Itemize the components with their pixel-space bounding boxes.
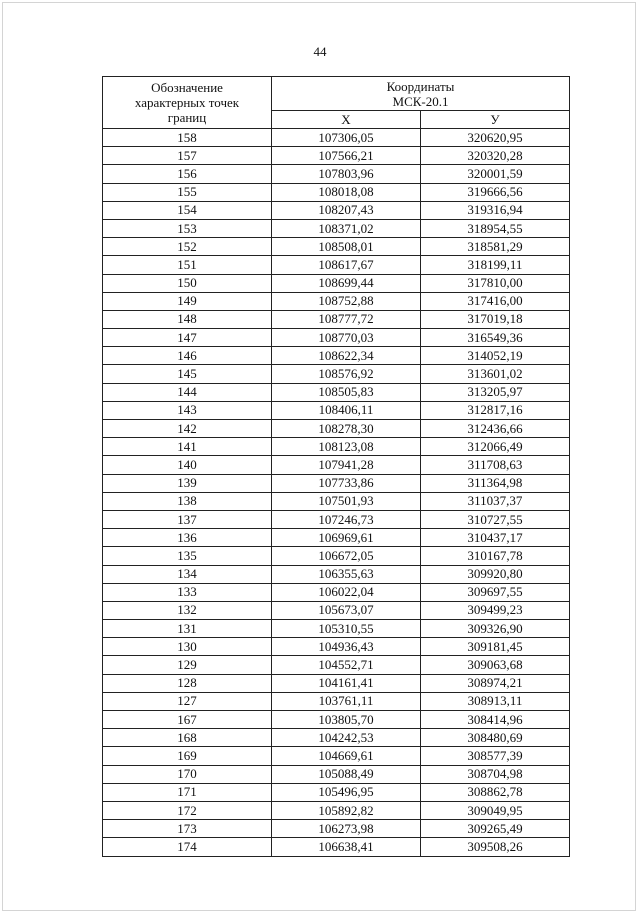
x-coordinate-cell: 107733,86 [272, 474, 421, 492]
point-cell: 154 [103, 201, 272, 219]
table-row [103, 165, 570, 183]
x-coordinate-cell: 104161,41 [272, 674, 421, 692]
table-row [103, 129, 570, 147]
table-row [103, 401, 570, 419]
y-coordinate-cell: 308704,98 [421, 765, 570, 783]
x-coordinate-cell: 108777,72 [272, 310, 421, 328]
point-cell: 173 [103, 820, 272, 838]
y-coordinate-cell: 318954,55 [421, 219, 570, 237]
x-coordinate-cell: 105310,55 [272, 620, 421, 638]
y-coordinate-cell: 309499,23 [421, 601, 570, 619]
y-coordinate-cell: 309265,49 [421, 820, 570, 838]
table-row [103, 492, 570, 510]
point-cell: 149 [103, 292, 272, 310]
table-row [103, 383, 570, 401]
x-coordinate-cell: 108123,08 [272, 438, 421, 456]
table-row [103, 711, 570, 729]
table-body [103, 129, 570, 857]
point-cell: 127 [103, 692, 272, 710]
header-row-top [103, 77, 570, 111]
y-coordinate-cell: 310437,17 [421, 529, 570, 547]
x-coordinate-cell: 106022,04 [272, 583, 421, 601]
point-cell: 129 [103, 656, 272, 674]
point-cell: 157 [103, 147, 272, 165]
point-cell: 174 [103, 838, 272, 856]
point-cell: 141 [103, 438, 272, 456]
point-header-line: Обозначение [151, 80, 223, 95]
point-cell: 148 [103, 310, 272, 328]
y-coordinate-cell: 310727,55 [421, 510, 570, 528]
table-row [103, 310, 570, 328]
x-coordinate-cell: 107246,73 [272, 510, 421, 528]
x-coordinate-cell: 107501,93 [272, 492, 421, 510]
point-cell: 128 [103, 674, 272, 692]
y-coordinate-cell: 312436,66 [421, 420, 570, 438]
point-cell: 156 [103, 165, 272, 183]
point-cell: 144 [103, 383, 272, 401]
x-coordinate-cell: 108371,02 [272, 219, 421, 237]
x-coordinate-cell: 106355,63 [272, 565, 421, 583]
x-coordinate-cell: 108622,34 [272, 347, 421, 365]
table-row [103, 729, 570, 747]
y-coordinate-cell: 312817,16 [421, 401, 570, 419]
x-coordinate-cell: 108278,30 [272, 420, 421, 438]
y-coordinate-cell: 312066,49 [421, 438, 570, 456]
coordinates-group-header [272, 77, 570, 111]
table-row [103, 783, 570, 801]
point-cell: 152 [103, 238, 272, 256]
point-cell: 138 [103, 492, 272, 510]
y-coordinate-cell: 308577,39 [421, 747, 570, 765]
y-coordinate-cell: 309697,55 [421, 583, 570, 601]
x-coordinate-cell: 107566,21 [272, 147, 421, 165]
y-coordinate-cell: 309049,95 [421, 801, 570, 819]
table-row [103, 238, 570, 256]
x-coordinate-cell: 105496,95 [272, 783, 421, 801]
point-cell: 168 [103, 729, 272, 747]
x-coordinate-cell: 108207,43 [272, 201, 421, 219]
point-cell: 142 [103, 420, 272, 438]
x-coordinate-cell: 106638,41 [272, 838, 421, 856]
y-coordinate-cell: 317416,00 [421, 292, 570, 310]
table-row [103, 583, 570, 601]
table-row [103, 620, 570, 638]
table-row [103, 801, 570, 819]
y-coordinate-cell: 309063,68 [421, 656, 570, 674]
table-row [103, 329, 570, 347]
y-coordinate-cell: 318581,29 [421, 238, 570, 256]
table-row [103, 656, 570, 674]
y-coordinate-cell: 308862,78 [421, 783, 570, 801]
point-cell: 147 [103, 329, 272, 347]
x-coordinate-cell: 106273,98 [272, 820, 421, 838]
table-row [103, 219, 570, 237]
table-row [103, 601, 570, 619]
y-coordinate-cell: 309508,26 [421, 838, 570, 856]
x-coordinate-cell: 108699,44 [272, 274, 421, 292]
x-coordinate-cell: 104669,61 [272, 747, 421, 765]
point-column-header [103, 77, 272, 129]
y-coordinate-cell: 313205,97 [421, 383, 570, 401]
y-coordinate-cell: 308414,96 [421, 711, 570, 729]
table-row [103, 274, 570, 292]
point-cell: 133 [103, 583, 272, 601]
table-row [103, 456, 570, 474]
table-row [103, 765, 570, 783]
table-row [103, 820, 570, 838]
page-number: 44 [313, 44, 327, 59]
table-row [103, 565, 570, 583]
y-coordinate-cell: 308974,21 [421, 674, 570, 692]
y-coordinate-cell: 308480,69 [421, 729, 570, 747]
x-coordinate-cell: 104936,43 [272, 638, 421, 656]
x-coordinate-cell: 107306,05 [272, 129, 421, 147]
point-cell: 171 [103, 783, 272, 801]
table-row [103, 474, 570, 492]
y-coordinate-cell: 317810,00 [421, 274, 570, 292]
x-coordinate-cell: 107941,28 [272, 456, 421, 474]
y-coordinate-cell: 309326,90 [421, 620, 570, 638]
x-coordinate-cell: 106672,05 [272, 547, 421, 565]
y-coordinate-cell: 309181,45 [421, 638, 570, 656]
point-cell: 146 [103, 347, 272, 365]
x-coordinate-cell: 108576,92 [272, 365, 421, 383]
x-coordinate-cell: 103805,70 [272, 711, 421, 729]
y-coordinate-cell: 308913,11 [421, 692, 570, 710]
y-coordinate-cell: 318199,11 [421, 256, 570, 274]
point-cell: 158 [103, 129, 272, 147]
x-coordinate-cell: 108508,01 [272, 238, 421, 256]
table-row [103, 638, 570, 656]
point-cell: 153 [103, 219, 272, 237]
point-cell: 167 [103, 711, 272, 729]
y-column-header: У [421, 111, 570, 129]
table-row [103, 438, 570, 456]
y-coordinate-cell: 320001,59 [421, 165, 570, 183]
y-coordinate-cell: 313601,02 [421, 365, 570, 383]
y-coordinate-cell: 309920,80 [421, 565, 570, 583]
table-row [103, 692, 570, 710]
x-coordinate-cell: 108505,83 [272, 383, 421, 401]
coords-header-line: МСК-20.1 [392, 93, 449, 109]
x-coordinate-cell: 108752,88 [272, 292, 421, 310]
table-row [103, 747, 570, 765]
point-cell: 145 [103, 365, 272, 383]
table-row [103, 256, 570, 274]
point-cell: 140 [103, 456, 272, 474]
table-row [103, 420, 570, 438]
point-cell: 151 [103, 256, 272, 274]
x-coordinate-cell: 108770,03 [272, 329, 421, 347]
x-coordinate-cell: 108018,08 [272, 183, 421, 201]
y-coordinate-cell: 319666,56 [421, 183, 570, 201]
table-row [103, 365, 570, 383]
table-row [103, 147, 570, 165]
y-coordinate-cell: 310167,78 [421, 547, 570, 565]
x-coordinate-cell: 106969,61 [272, 529, 421, 547]
point-cell: 130 [103, 638, 272, 656]
point-cell: 136 [103, 529, 272, 547]
table-row [103, 183, 570, 201]
point-header-line: границ [167, 110, 207, 125]
point-cell: 131 [103, 620, 272, 638]
table-row [103, 547, 570, 565]
y-coordinate-cell: 320320,28 [421, 147, 570, 165]
point-cell: 139 [103, 474, 272, 492]
y-coordinate-cell: 311037,37 [421, 492, 570, 510]
y-coordinate-cell: 314052,19 [421, 347, 570, 365]
y-coordinate-cell: 320620,95 [421, 129, 570, 147]
y-coordinate-cell: 311364,98 [421, 474, 570, 492]
point-cell: 172 [103, 801, 272, 819]
table-row [103, 510, 570, 528]
point-cell: 143 [103, 401, 272, 419]
x-coordinate-cell: 108617,67 [272, 256, 421, 274]
y-coordinate-cell: 316549,36 [421, 329, 570, 347]
x-coordinate-cell: 107803,96 [272, 165, 421, 183]
x-coordinate-cell: 104242,53 [272, 729, 421, 747]
x-coordinate-cell: 103761,11 [272, 692, 421, 710]
coordinates-table [102, 76, 570, 857]
point-cell: 132 [103, 601, 272, 619]
point-cell: 135 [103, 547, 272, 565]
x-coordinate-cell: 105892,82 [272, 801, 421, 819]
table-row [103, 529, 570, 547]
x-column-header: X [272, 111, 421, 129]
point-cell: 134 [103, 565, 272, 583]
x-coordinate-cell: 105088,49 [272, 765, 421, 783]
x-coordinate-cell: 104552,71 [272, 656, 421, 674]
table-row [103, 674, 570, 692]
point-cell: 155 [103, 183, 272, 201]
y-coordinate-cell: 317019,18 [421, 310, 570, 328]
table-row [103, 201, 570, 219]
point-cell: 137 [103, 510, 272, 528]
table-header [103, 77, 570, 129]
point-cell: 169 [103, 747, 272, 765]
table-row [103, 292, 570, 310]
y-coordinate-cell: 311708,63 [421, 456, 570, 474]
table-row [103, 347, 570, 365]
x-coordinate-cell: 105673,07 [272, 601, 421, 619]
point-cell: 150 [103, 274, 272, 292]
x-coordinate-cell: 108406,11 [272, 401, 421, 419]
table-row [103, 838, 570, 856]
point-cell: 170 [103, 765, 272, 783]
coords-header-line: Координаты [386, 78, 455, 94]
point-header-line: характерных точек [134, 95, 240, 110]
y-coordinate-cell: 319316,94 [421, 201, 570, 219]
